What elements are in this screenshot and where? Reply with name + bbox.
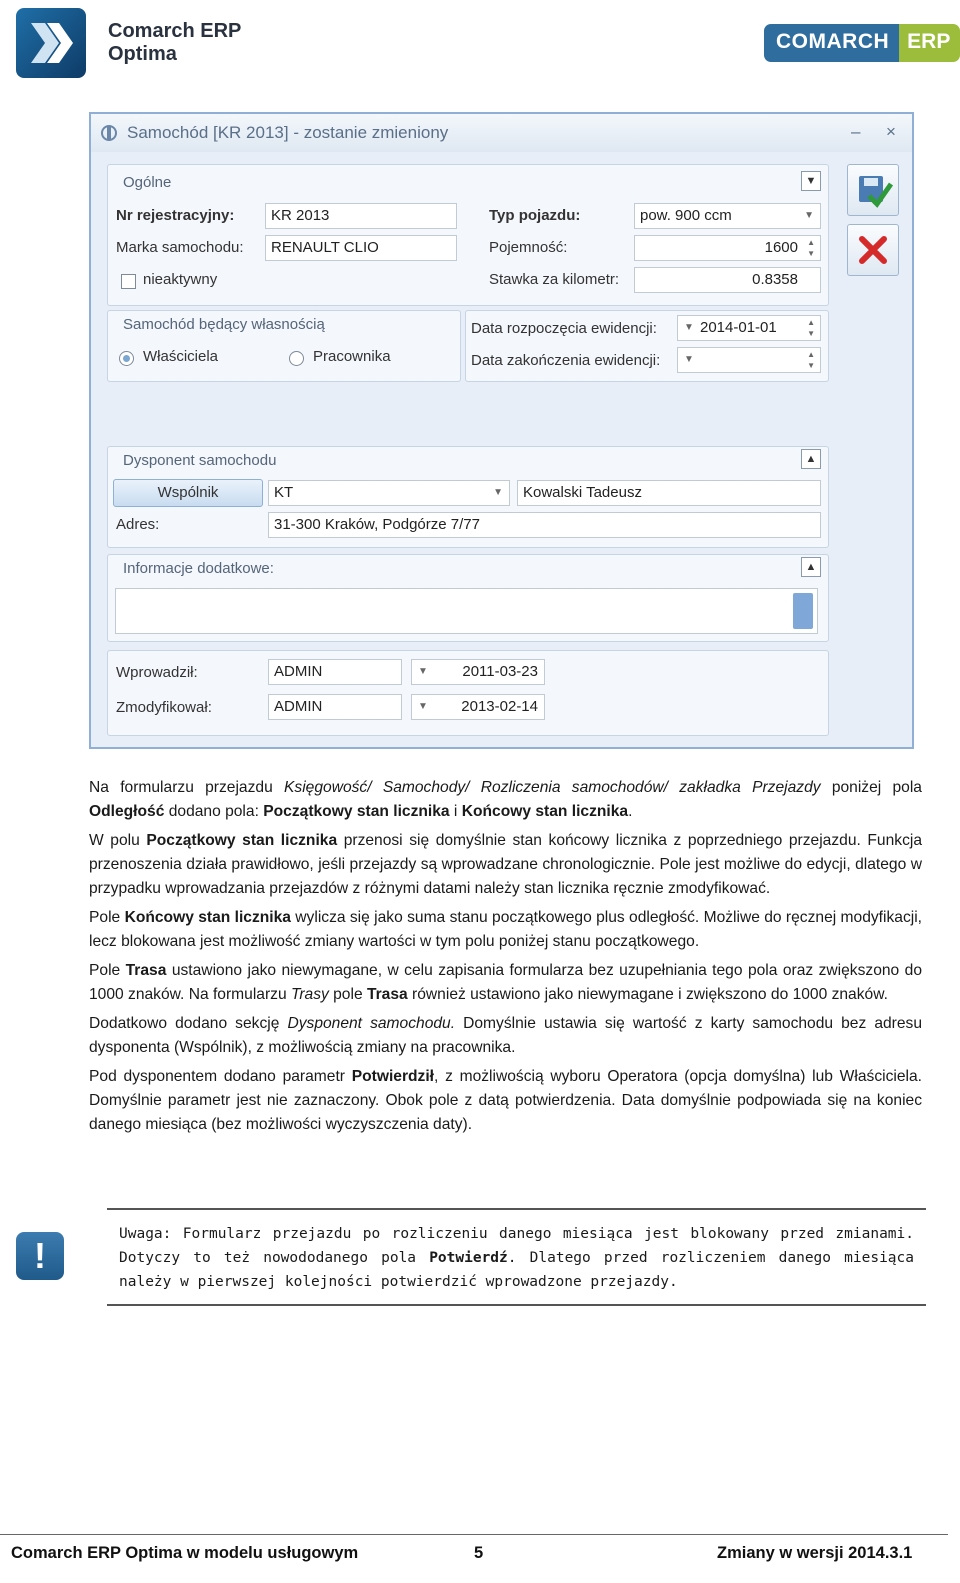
employee-option-label: Pracownika <box>313 348 391 365</box>
optima-logo-icon <box>16 8 86 78</box>
spinner-icon: ▲ ▼ <box>807 350 815 370</box>
exclamation-icon: ! <box>16 1232 64 1280</box>
paragraph-6: Pod dysponentem dodano parametr Potwierdził, z możliwością wyboru Operatora (opcja domyślna) lub Właściciela. Domyślnie parametr jest nie zaznaczony. Obok pole z datą potwierdzenia. Data domyślnie podpowiada się na koniec danego miesiąca (bez możliwości wyczyszczenia daty). <box>89 1068 922 1133</box>
capacity-value: 1600 <box>764 239 798 256</box>
type-label: Typ pojazdu: <box>489 207 581 224</box>
body-text <box>89 776 922 1142</box>
dispatcher-name-value: Kowalski Tadeusz <box>523 484 642 501</box>
note-top-divider <box>107 1208 926 1210</box>
start-date-field[interactable] <box>677 315 821 341</box>
dispatcher-code-select[interactable] <box>268 480 510 506</box>
minimize-icon[interactable]: – <box>851 122 861 141</box>
reg-value: KR 2013 <box>271 207 330 224</box>
vehicle-form-window <box>89 112 914 749</box>
modified-date-field <box>411 694 545 720</box>
paragraph-1: Na formularzu przejazdu Księgowość/ Samochody/ Rozliczenia samochodów/ zakładka Przejazdy poniżej pola Odległość dodano pola: Początkowy stan licznika i Końcowy stan licznika. <box>89 779 922 820</box>
dispatcher-name-field[interactable] <box>517 480 821 506</box>
paragraph-3: Pole Końcowy stan licznika wylicza się jako suma stanu początkowego plus odległość. Możliwe do ręcznej modyfikacji, lecz blokowana jest możliwość zmiany wartości w tym polu poniżej stanu początkowego. <box>89 909 922 950</box>
cancel-x-icon <box>856 233 890 267</box>
owner-radio[interactable] <box>119 351 134 366</box>
rate-value: 0.8358 <box>752 271 798 288</box>
owner-option-label: Właściciela <box>143 348 219 365</box>
chevron-down-icon: ▼ <box>684 354 694 365</box>
note-text: Uwaga: Formularz przejazdu po rozliczeniu danego miesiąca jest blokowany przed zmianami. Dotyczy to też nowododanego pola Potwierdź. Dlatego przed rozliczeniem danego miesiąca należy w pierwszej kolejności potwierdzić wprowadzone przejazdy. <box>119 1226 914 1290</box>
dispatcher-code-value: KT <box>274 484 294 501</box>
paragraph-2: W polu Początkowy stan licznika przenosi się domyślnie stan końcowy licznika z poprzedniego przejazdu. Funkcja przenoszenia działa prawidłowo, jeśli przejazdy są wprowadzane chronologicznie. Pole jest możliwe do edycji, dlatego w przypadku wprowadzania przejazdów z różnymi datami należy stan licznika ręcznie zmodyfikować. <box>89 832 922 897</box>
entered-user-field <box>268 659 402 685</box>
make-label: Marka samochodu: <box>116 239 244 256</box>
comarch-erp-optima-logo <box>16 8 241 78</box>
capacity-label: Pojemność: <box>489 239 568 256</box>
end-date-field[interactable] <box>677 347 821 373</box>
address-value: 31-300 Kraków, Podgórze 7/77 <box>274 516 480 533</box>
chevron-down-icon: ▼ <box>418 701 428 712</box>
comarch-logo-text: COMARCH <box>764 24 899 62</box>
address-label: Adres: <box>116 516 160 533</box>
rate-field[interactable] <box>634 267 821 293</box>
inactive-label: nieaktywny <box>143 271 218 288</box>
spinner-icon: ▲ ▼ <box>807 238 815 258</box>
window-title: Samochód [KR 2013] - zostanie zmieniony <box>127 123 449 142</box>
erp-logo-text: ERP <box>899 24 960 62</box>
reg-field[interactable] <box>265 203 457 229</box>
window-titlebar <box>91 114 912 152</box>
entered-date-value: 2011-03-23 <box>462 663 538 680</box>
scrollbar[interactable] <box>793 593 813 629</box>
brand-line1: Comarch ERP <box>108 20 242 42</box>
make-field[interactable] <box>265 235 457 261</box>
inactive-checkbox[interactable] <box>121 274 136 289</box>
general-section-label: Ogólne <box>123 174 172 191</box>
type-value: pow. 900 ccm <box>640 207 732 224</box>
start-date-value: 2014-01-01 <box>700 319 777 336</box>
dispatcher-section-label: Dysponent samochodu <box>123 452 277 469</box>
chevron-down-icon: ▼ <box>804 210 814 221</box>
end-date-label: Data zakończenia ewidencji: <box>471 352 661 369</box>
entered-date-field <box>411 659 545 685</box>
collapse-additional-icon[interactable]: ▲ <box>801 557 821 577</box>
entered-user-value: ADMIN <box>274 663 323 680</box>
close-icon[interactable]: × <box>886 122 896 141</box>
ownership-section-label: Samochód będący własnością <box>123 316 325 333</box>
modified-user-field <box>268 694 402 720</box>
entered-label: Wprowadził: <box>116 664 198 681</box>
partner-button[interactable]: Wspólnik <box>113 479 263 507</box>
save-check-icon <box>853 170 893 210</box>
footer-page-number: 5 <box>474 1544 484 1562</box>
modified-date-value: 2013-02-14 <box>461 698 538 715</box>
capacity-stepper[interactable] <box>634 235 821 261</box>
save-button[interactable] <box>847 164 899 216</box>
rate-label: Stawka za kilometr: <box>489 271 620 288</box>
footer-right: Zmiany w wersji 2014.3.1 <box>717 1544 913 1562</box>
address-field[interactable] <box>268 512 821 538</box>
brand-line2: Optima <box>108 43 177 65</box>
modified-label: Zmodyfikował: <box>116 699 212 716</box>
footer-left: Comarch ERP Optima w modelu usługowym <box>11 1544 359 1562</box>
start-date-label: Data rozpoczęcia ewidencji: <box>471 320 657 337</box>
type-select[interactable] <box>634 203 821 229</box>
make-value: RENAULT CLIO <box>271 239 379 256</box>
collapse-dispatcher-icon[interactable]: ▲ <box>801 449 821 469</box>
spinner-icon: ▲ ▼ <box>807 318 815 338</box>
paragraph-5: Dodatkowo dodano sekcję Dysponent samochodu. Domyślnie ustawia się wartość z karty samochodu bez adresu dysponenta (Wspólnik), z możliwością zmiany na pracownika. <box>89 1015 923 1056</box>
chevron-down-icon: ▼ <box>684 322 694 333</box>
paragraph-4: Pole Trasa ustawiono jako niewymagane, w celu zapisania formularza bez uzupełniania tego pola oraz zwiększono do 1000 znaków. Na formularzu Trasy pole Trasa również ustawiono jako niewymagane i zwiększono do 1000 znaków. <box>89 962 922 1003</box>
chevron-down-icon: ▼ <box>418 666 428 677</box>
collapse-general-icon[interactable]: ▼ <box>801 171 821 191</box>
footer-divider <box>0 1534 948 1535</box>
cancel-button[interactable] <box>847 224 899 276</box>
employee-radio[interactable] <box>289 351 304 366</box>
note-bottom-divider <box>107 1304 926 1306</box>
modified-user-value: ADMIN <box>274 698 323 715</box>
chevron-down-icon: ▼ <box>493 487 503 498</box>
additional-info-label: Informacje dodatkowe: <box>123 560 274 577</box>
reg-label: Nr rejestracyjny: <box>116 207 235 224</box>
additional-info-textarea[interactable] <box>115 588 818 634</box>
car-icon <box>99 124 119 142</box>
comarch-erp-logo <box>764 24 960 62</box>
